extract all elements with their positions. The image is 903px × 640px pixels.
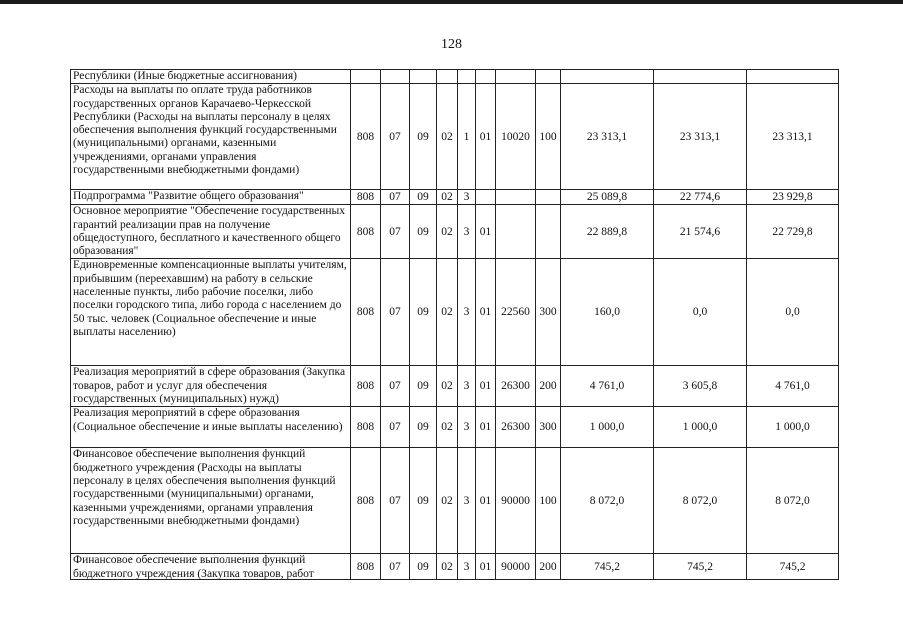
code-cell-c1: 808	[351, 448, 381, 554]
code-cell-c6: 01	[476, 407, 496, 448]
amount-cell-v3: 23 313,1	[747, 84, 839, 190]
table-row	[71, 190, 839, 205]
amount-cell-v1	[561, 70, 654, 84]
code-cell-c2: 07	[381, 554, 410, 580]
budget-table	[70, 69, 839, 580]
code-cell-c7: 10020	[496, 84, 536, 190]
amount-cell-v3: 1 000,0	[747, 407, 839, 448]
code-cell-c3: 09	[410, 205, 437, 259]
amount-cell-v1: 1 000,0	[561, 407, 654, 448]
code-cell-c8: 300	[536, 407, 561, 448]
row-name-cell: Подпрограмма "Развитие общего образования"	[71, 190, 351, 205]
amount-cell-v3	[747, 70, 839, 84]
row-name-cell	[71, 554, 351, 580]
table-row	[71, 84, 839, 190]
amount-cell-v1: 23 313,1	[561, 84, 654, 190]
amount-cell-v1: 8 072,0	[561, 448, 654, 554]
amount-cell-v2: 21 574,6	[654, 205, 747, 259]
code-cell-c5: 3	[458, 407, 476, 448]
code-cell-c1: 808	[351, 190, 381, 205]
code-cell-c4: 02	[437, 554, 458, 580]
amount-cell-v1: 745,2	[561, 554, 654, 580]
amount-cell-v3: 0,0	[747, 259, 839, 366]
code-cell-c7	[496, 70, 536, 84]
code-cell-c6: 01	[476, 84, 496, 190]
code-cell-c4: 02	[437, 84, 458, 190]
code-cell-c6	[476, 70, 496, 84]
code-cell-c2: 07	[381, 259, 410, 366]
amount-cell-v2: 23 313,1	[654, 84, 747, 190]
code-cell-c3: 09	[410, 190, 437, 205]
code-cell-c7	[496, 190, 536, 205]
code-cell-c8: 300	[536, 259, 561, 366]
code-cell-c3: 09	[410, 366, 437, 407]
budget-table-body	[71, 70, 839, 580]
code-cell-c5: 3	[458, 205, 476, 259]
code-cell-c3: 09	[410, 259, 437, 366]
code-cell-c7: 26300	[496, 366, 536, 407]
amount-cell-v2	[654, 70, 747, 84]
code-cell-c8: 200	[536, 366, 561, 407]
code-cell-c8: 100	[536, 448, 561, 554]
code-cell-c6: 01	[476, 259, 496, 366]
amount-cell-v2: 8 072,0	[654, 448, 747, 554]
table-row	[71, 205, 839, 259]
amount-cell-v3: 23 929,8	[747, 190, 839, 205]
code-cell-c3: 09	[410, 407, 437, 448]
code-cell-c7: 22560	[496, 259, 536, 366]
code-cell-c5: 3	[458, 259, 476, 366]
code-cell-c2: 07	[381, 366, 410, 407]
code-cell-c3: 09	[410, 448, 437, 554]
code-cell-c7	[496, 205, 536, 259]
amount-cell-v3: 22 729,8	[747, 205, 839, 259]
code-cell-c7: 90000	[496, 554, 536, 580]
amount-cell-v1: 22 889,8	[561, 205, 654, 259]
amount-cell-v2: 1 000,0	[654, 407, 747, 448]
code-cell-c4: 02	[437, 448, 458, 554]
amount-cell-v1: 4 761,0	[561, 366, 654, 407]
amount-cell-v3: 745,2	[747, 554, 839, 580]
code-cell-c3: 09	[410, 84, 437, 190]
code-cell-c7: 90000	[496, 448, 536, 554]
amount-cell-v2: 745,2	[654, 554, 747, 580]
code-cell-c6: 01	[476, 554, 496, 580]
code-cell-c7: 26300	[496, 407, 536, 448]
table-row	[71, 259, 839, 366]
code-cell-c1: 808	[351, 366, 381, 407]
code-cell-c5	[458, 70, 476, 84]
amount-cell-v3: 8 072,0	[747, 448, 839, 554]
table-row	[71, 366, 839, 407]
code-cell-c3: 09	[410, 554, 437, 580]
code-cell-c6	[476, 190, 496, 205]
code-cell-c4	[437, 70, 458, 84]
code-cell-c1: 808	[351, 259, 381, 366]
amount-cell-v2: 0,0	[654, 259, 747, 366]
amount-cell-v2: 3 605,8	[654, 366, 747, 407]
code-cell-c2: 07	[381, 205, 410, 259]
code-cell-c1: 808	[351, 554, 381, 580]
table-row	[71, 407, 839, 448]
row-name-cell: Расходы на выплаты по оплате труда работников государственных органов Карачаево-Черкесской Республики (Расходы на выплаты персоналу в целях обеспечения выполнения функций государственными (муниципальными) органами, казенными учреждениями, органами управления государственными внебюджетными фондами)	[71, 84, 351, 190]
row-name-cell: Республики (Иные бюджетные ассигнования)	[71, 70, 351, 84]
amount-cell-v3: 4 761,0	[747, 366, 839, 407]
code-cell-c8	[536, 205, 561, 259]
code-cell-c4: 02	[437, 190, 458, 205]
code-cell-c2: 07	[381, 190, 410, 205]
code-cell-c1: 808	[351, 84, 381, 190]
code-cell-c8	[536, 190, 561, 205]
code-cell-c5: 1	[458, 84, 476, 190]
amount-cell-v1: 25 089,8	[561, 190, 654, 205]
table-row	[71, 448, 839, 554]
row-name-cell: Реализация мероприятий в сфере образования (Закупка товаров, работ и услуг для обеспечения государственных (муниципальных) нужд)	[71, 366, 351, 407]
table-row	[71, 70, 839, 84]
row-name-cell: Основное мероприятие "Обеспечение государственных гарантий реализации прав на получение общедоступного, бесплатного и качественного общего образования"	[71, 205, 351, 259]
code-cell-c2: 07	[381, 448, 410, 554]
code-cell-c5: 3	[458, 554, 476, 580]
code-cell-c6: 01	[476, 448, 496, 554]
code-cell-c1: 808	[351, 407, 381, 448]
amount-cell-v2: 22 774,6	[654, 190, 747, 205]
code-cell-c2	[381, 70, 410, 84]
code-cell-c2: 07	[381, 84, 410, 190]
code-cell-c4: 02	[437, 366, 458, 407]
code-cell-c4: 02	[437, 407, 458, 448]
page-top-border	[0, 0, 903, 4]
code-cell-c4: 02	[437, 259, 458, 366]
code-cell-c3	[410, 70, 437, 84]
page-number: 128	[441, 37, 462, 52]
code-cell-c5: 3	[458, 448, 476, 554]
code-cell-c6: 01	[476, 366, 496, 407]
row-name-text: Финансовое обеспечение выполнения функций бюджетного учреждения (Закупка товаров, работ	[73, 554, 314, 580]
code-cell-c1	[351, 70, 381, 84]
row-name-cell: Единовременные компенсационные выплаты учителям, прибывшим (переехавшим) на работу в сельские населенные пункты, либо рабочие поселки, либо поселки городского типа, либо города с населением до 50 тыс. человек (Социальное обеспечение и иные выплаты населению)	[71, 259, 351, 366]
table-row	[71, 554, 839, 580]
code-cell-c8	[536, 70, 561, 84]
code-cell-c8: 100	[536, 84, 561, 190]
row-name-cell: Финансовое обеспечение выполнения функций бюджетного учреждения (Расходы на выплаты персоналу в целях обеспечения выполнения функций государственными (муниципальными) органами, казенными учреждениями, органами управления государственными внебюджетными фондами)	[71, 448, 351, 554]
code-cell-c2: 07	[381, 407, 410, 448]
code-cell-c6: 01	[476, 205, 496, 259]
code-cell-c8: 200	[536, 554, 561, 580]
row-name-cell: Реализация мероприятий в сфере образования (Социальное обеспечение и иные выплаты населению)	[71, 407, 351, 448]
code-cell-c4: 02	[437, 205, 458, 259]
code-cell-c5: 3	[458, 190, 476, 205]
code-cell-c1: 808	[351, 205, 381, 259]
amount-cell-v1: 160,0	[561, 259, 654, 366]
code-cell-c5: 3	[458, 366, 476, 407]
